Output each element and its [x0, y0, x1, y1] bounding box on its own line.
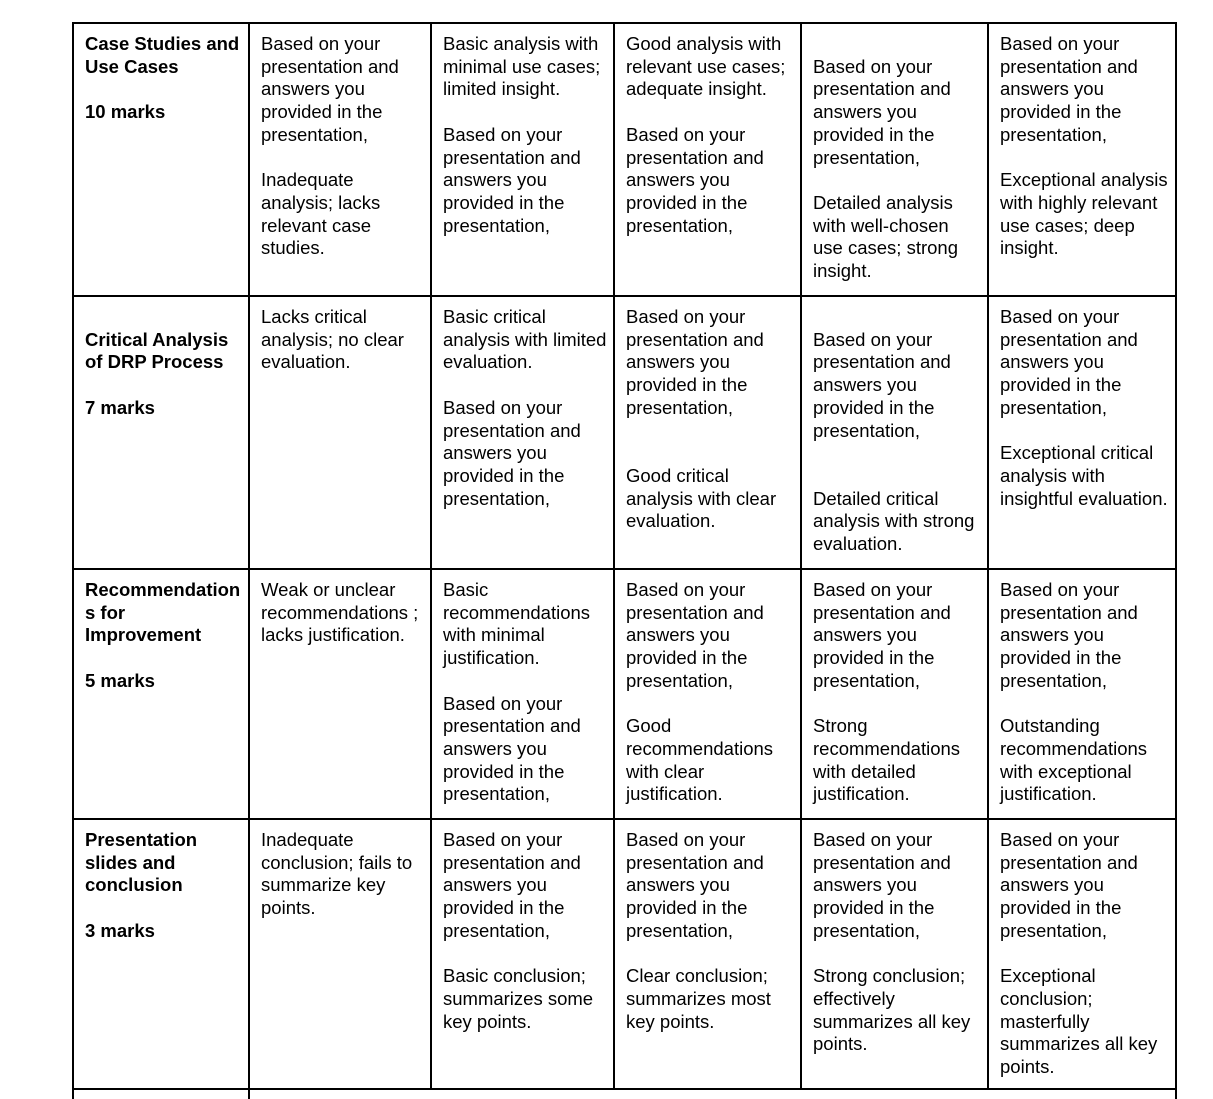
paragraph [626, 442, 794, 465]
partial-row-criterion-cell [73, 1089, 249, 1099]
paragraph: Strong conclusion; effectively summarizes all key points. [813, 965, 971, 1055]
paragraph: Based on your presentation and answers you provided in the presentation, [813, 55, 951, 168]
case-studies-level-3-cell [614, 23, 801, 296]
presentation-conclusion-level-3-cell [614, 819, 801, 1089]
paragraph: Strong recommendations with detailed justification. [813, 715, 961, 805]
criterion-presentation-conclusion [73, 819, 249, 1089]
paragraph: Detailed analysis with well-chosen use cases; strong insight. [813, 191, 958, 281]
presentation-conclusion-level-2-cell [431, 819, 614, 1089]
paragraph: Basic recommendations with minimal justification. [443, 579, 591, 669]
paragraph: Detailed critical analysis with strong evaluation. [813, 487, 975, 554]
presentation-conclusion-level-1-cell [249, 819, 431, 1089]
paragraph [626, 420, 794, 443]
paragraph: Inadequate analysis; lacks relevant case studies. [261, 169, 381, 259]
paragraph: Outstanding recommendations with exceptional justification. [1000, 715, 1148, 805]
paragraph [626, 943, 794, 966]
paragraph [85, 647, 242, 670]
paragraph: Based on your presentation and answers you provided in the presentation, [443, 123, 581, 236]
recommendations-level-3-cell [614, 569, 801, 819]
criterion-critical-analysis [73, 296, 249, 569]
paragraph: Based on your presentation and answers you provided in the presentation, [626, 829, 764, 941]
paragraph: Based on your presentation and answers you provided in the presentation, [1000, 579, 1138, 691]
paragraph: Recommendations for Improvement [85, 579, 241, 646]
paragraph: Based on your presentation and answers you provided in the presentation, [813, 328, 951, 441]
paragraph: Based on your presentation and answers you provided in the presentation, [813, 829, 951, 941]
paragraph [813, 306, 981, 329]
rubric-row-critical-analysis [73, 296, 1176, 569]
recommendations-level-4-cell [801, 569, 988, 819]
paragraph: Based on your presentation and answers you provided in the presentation, [813, 579, 951, 691]
paragraph [1000, 943, 1169, 966]
criterion-case-studies [73, 23, 249, 296]
paragraph [626, 693, 794, 716]
paragraph [443, 670, 607, 693]
paragraph: Good analysis with relevant use cases; adequate insight. [626, 33, 786, 100]
paragraph: 7 marks [85, 396, 155, 418]
rubric-row-recommendations [73, 569, 1176, 819]
paragraph [85, 78, 242, 101]
case-studies-level-2-cell [431, 23, 614, 296]
paragraph: Good recommendations with clear justification. [626, 715, 774, 805]
paragraph: Weak or unclear recommendations ; lacks justification. [261, 579, 419, 646]
presentation-conclusion-level-4-cell [801, 819, 988, 1089]
paragraph: 5 marks [85, 669, 155, 691]
paragraph: Based on your presentation and answers you provided in the presentation, [443, 396, 581, 509]
paragraph [443, 943, 607, 966]
recommendations-level-1-cell [249, 569, 431, 819]
paragraph [261, 147, 424, 170]
paragraph: Clear conclusion; summarizes most key points. [626, 965, 771, 1032]
case-studies-level-5-cell [988, 23, 1176, 296]
paragraph: Basic critical analysis with limited evaluation. [443, 306, 607, 373]
paragraph [626, 101, 794, 124]
criterion-recommendations [73, 569, 249, 819]
paragraph [443, 374, 607, 397]
paragraph: Based on your presentation and answers you provided in the presentation, [443, 829, 581, 941]
paragraph [85, 306, 242, 329]
document-page [0, 22, 1213, 1099]
critical-analysis-level-2-cell [431, 296, 614, 569]
paragraph: Based on your presentation and answers you provided in the presentation, [1000, 829, 1138, 941]
paragraph: Lacks critical analysis; no clear evaluation. [261, 306, 404, 373]
critical-analysis-level-1-cell [249, 296, 431, 569]
paragraph [813, 33, 981, 56]
paragraph [85, 897, 242, 920]
paragraph: Based on your presentation and answers you provided in the presentation, [443, 692, 581, 805]
paragraph: Based on your presentation and answers you provided in the presentation, [1000, 33, 1138, 145]
paragraph: Critical Analysis of DRP Process [85, 328, 229, 373]
case-studies-level-4-cell [801, 23, 988, 296]
paragraph: Based on your presentation and answers you provided in the presentation, [626, 306, 764, 418]
paragraph [813, 169, 981, 192]
paragraph: Exceptional critical analysis with insightful evaluation. [1000, 442, 1168, 509]
presentation-conclusion-level-5-cell [988, 819, 1176, 1089]
paragraph [813, 693, 981, 716]
paragraph [813, 465, 981, 488]
paragraph: Based on your presentation and answers you provided in the presentation, [1000, 306, 1138, 418]
critical-analysis-level-3-cell [614, 296, 801, 569]
paragraph: Inadequate conclusion; fails to summarize key points. [261, 829, 413, 919]
paragraph: 10 marks [85, 101, 166, 123]
recommendations-level-5-cell [988, 569, 1176, 819]
paragraph: Presentation slides and conclusion [85, 829, 198, 896]
paragraph: Exceptional conclusion; masterfully summarizes all key points. [1000, 965, 1158, 1078]
paragraph: Good critical analysis with clear evaluation. [626, 464, 777, 532]
paragraph: Based on your presentation and answers you provided in the presentation, [626, 579, 764, 691]
rubric-row-case-studies [73, 23, 1176, 296]
paragraph [813, 442, 981, 465]
rubric-table [72, 22, 1177, 1099]
paragraph: Exceptional analysis with highly relevant use cases; deep insight. [1000, 169, 1168, 259]
paragraph [1000, 147, 1169, 170]
rubric-row-presentation-conclusion [73, 819, 1176, 1089]
paragraph: Based on your presentation and answers you provided in the presentation, [626, 123, 764, 236]
paragraph: Based on your presentation and answers you provided in the presentation, [261, 33, 399, 145]
paragraph: Basic analysis with minimal use cases; limited insight. [443, 33, 601, 100]
critical-analysis-level-4-cell [801, 296, 988, 569]
recommendations-level-2-cell [431, 569, 614, 819]
paragraph [1000, 420, 1169, 443]
paragraph: Case Studies and Use Cases [85, 33, 240, 77]
paragraph [813, 943, 981, 966]
partial-row-merged-cell [249, 1089, 1176, 1099]
paragraph: 3 marks [85, 919, 155, 941]
critical-analysis-level-5-cell [988, 296, 1176, 569]
case-studies-level-1-cell [249, 23, 431, 296]
paragraph [1000, 693, 1169, 716]
paragraph [443, 101, 607, 124]
rubric-row-partial [73, 1089, 1176, 1099]
paragraph: Basic conclusion; summarizes some key points. [443, 965, 594, 1032]
paragraph [85, 374, 242, 397]
